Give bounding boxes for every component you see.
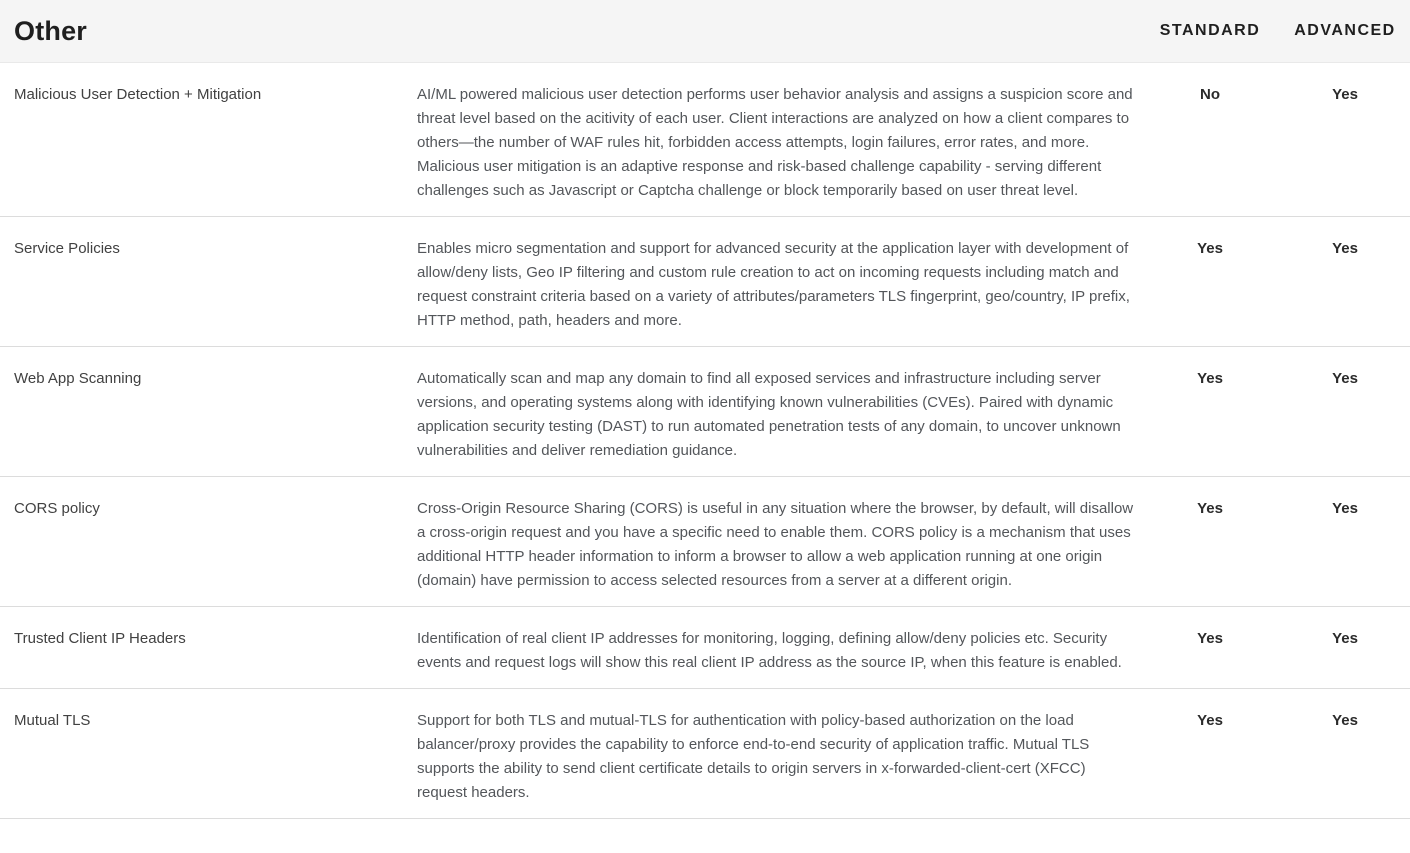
feature-name: Trusted Client IP Headers bbox=[14, 630, 186, 647]
feature-name: Web App Scanning bbox=[14, 370, 142, 387]
feature-name: Malicious User Detection + Mitigation bbox=[14, 86, 262, 103]
feature-description: Enables micro segmentation and support for advanced security at the application layer with development of allow/deny lists, Geo IP filtering and custom rule creation to act on incoming requests including match and request constraint criteria based on a variety of attributes/parameters TLS fingerprint, geo/country, IP prefix, HTTP method, path, headers and more. bbox=[417, 240, 1130, 329]
standard-value: Yes bbox=[1197, 370, 1223, 387]
table-row bbox=[0, 477, 1410, 607]
advanced-value: Yes bbox=[1332, 370, 1358, 387]
advanced-value: Yes bbox=[1332, 630, 1358, 647]
standard-value: Yes bbox=[1197, 500, 1223, 517]
table-row bbox=[0, 607, 1410, 689]
feature-name: Service Policies bbox=[14, 240, 120, 257]
feature-description: Identification of real client IP addresses for monitoring, logging, defining allow/deny policies etc. Security events and request logs will show this real client IP address as the source IP, when this feature is enabled. bbox=[417, 630, 1122, 671]
advanced-value: Yes bbox=[1332, 86, 1358, 103]
feature-name: Mutual TLS bbox=[14, 712, 91, 729]
table-row bbox=[0, 347, 1410, 477]
table-row bbox=[0, 217, 1410, 347]
feature-description: Cross-Origin Resource Sharing (CORS) is useful in any situation where the browser, by default, will disallow a cross-origin request and you have a specific need to enable them. CORS policy is a mechanism that uses additional HTTP header information to inform a browser to allow a web application running at one origin (domain) have permission to access selected resources from a server at a different origin. bbox=[417, 500, 1134, 589]
standard-value: Yes bbox=[1197, 630, 1223, 647]
feature-description: AI/ML powered malicious user detection performs user behavior analysis and assigns a suspicion score and threat level based on the acitivity of each user. Client interactions are analyzed on how a client compares to others—the number of WAF rules hit, forbidden access attempts, login failures, error rates, and more. Malicious user mitigation is an adaptive response and risk-based challenge capability - serving different challenges such as Javascript or Captcha challenge or block temporarily based on user threat level. bbox=[417, 86, 1133, 199]
section-header bbox=[0, 0, 1410, 63]
table-row bbox=[0, 63, 1410, 217]
feature-description: Automatically scan and map any domain to find all exposed services and infrastructure including server versions, and operating systems along with identifying known vulnerabilities (CVEs). Paired with dynamic application security testing (DAST) to run automated penetration tests of any domain, to uncover unknown vulnerabilities and deliver remediation guidance. bbox=[417, 370, 1121, 459]
advanced-value: Yes bbox=[1332, 240, 1358, 257]
column-header-standard: STANDARD bbox=[1159, 22, 1261, 39]
table-row bbox=[0, 689, 1410, 819]
standard-value: Yes bbox=[1197, 240, 1223, 257]
feature-name: CORS policy bbox=[14, 500, 100, 517]
advanced-value: Yes bbox=[1332, 500, 1358, 517]
feature-description: Support for both TLS and mutual-TLS for authentication with policy-based authorization on the load balancer/proxy provides the capability to enforce end-to-end security of application traffic. Mutual TLS supports the ability to send client certificate details to origin servers in x-forwarded-client-cert (XFCC) request headers. bbox=[417, 712, 1090, 801]
standard-value: Yes bbox=[1197, 712, 1223, 729]
section-title: Other bbox=[14, 15, 88, 46]
standard-value: No bbox=[1200, 86, 1220, 103]
column-header-advanced: ADVANCED bbox=[1294, 22, 1396, 39]
advanced-value: Yes bbox=[1332, 712, 1358, 729]
comparison-table bbox=[0, 63, 1410, 819]
